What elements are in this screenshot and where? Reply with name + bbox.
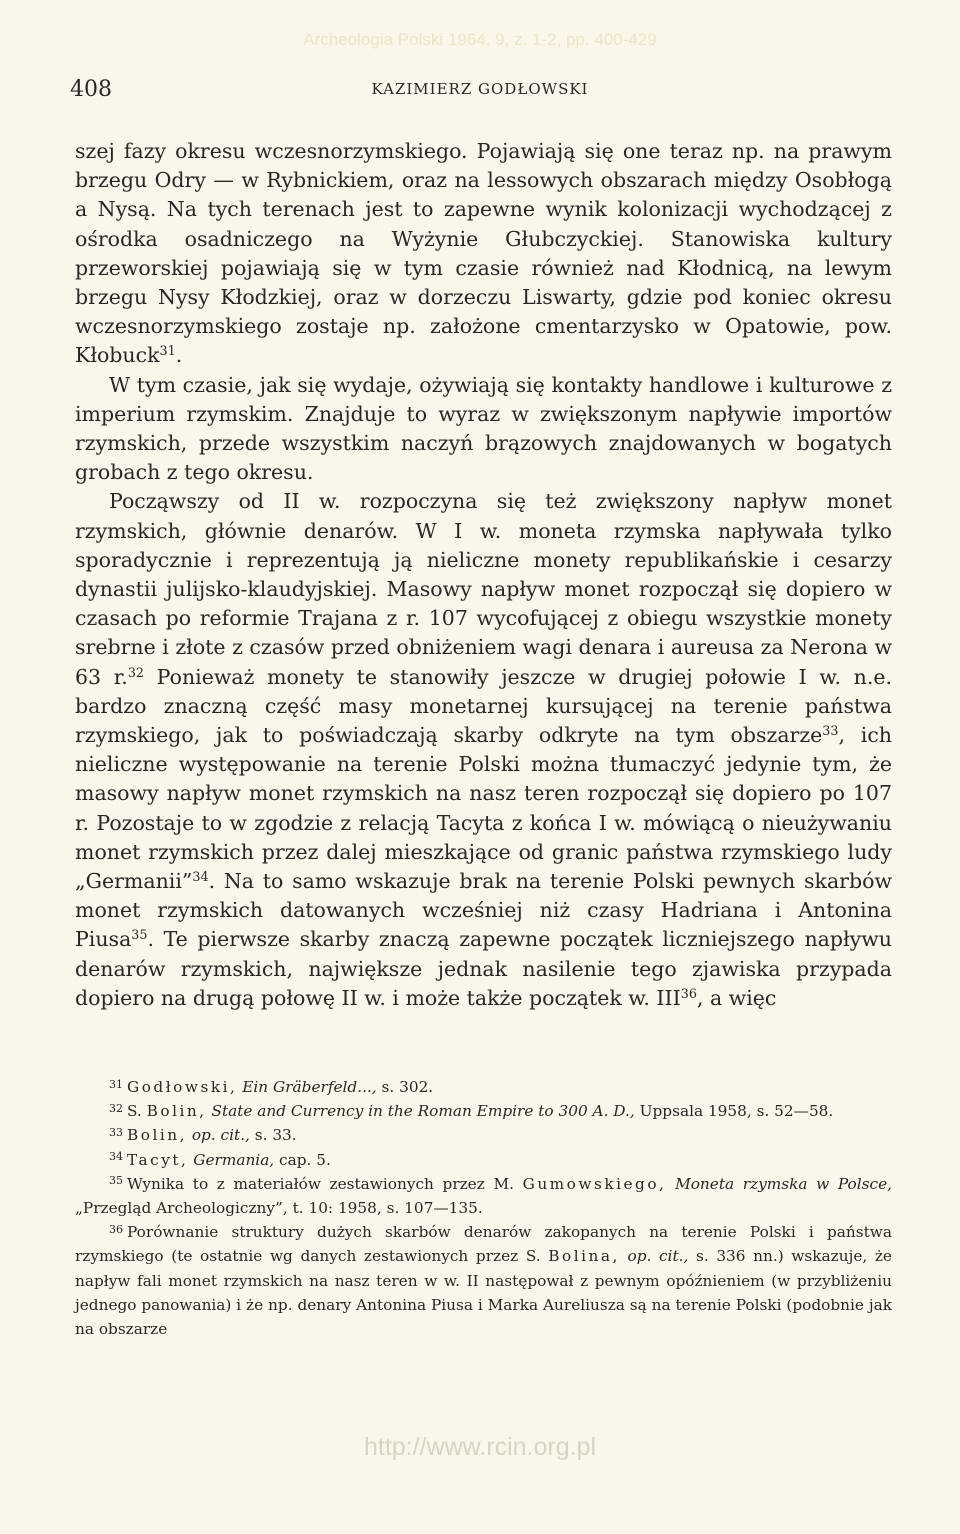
source-watermark: Archeologia Polski 1964, 9, z. 1-2, pp. 400-429 — [303, 30, 657, 49]
footnote-rest: s. 336 nn.) wskazuje, że napływ fali monet rzymskich na nasz teren w w. II następował z pewnym opóźnieniem (w przybliżeniu jednego panowania) i że np. denary Antonina Piusa i Marka Aureliusza są na terenie Polski (podobnie jak na obszarze — [75, 1247, 892, 1339]
footnote-title: op. cit., — [627, 1247, 689, 1266]
footnote-rest: Uppsala 1958, s. 52—58. — [634, 1102, 834, 1121]
footnote-title: State and Currency in the Roman Empire to 300 A. D., — [211, 1102, 635, 1121]
paragraph-3 — [75, 487, 892, 1013]
footnote-rest: „Przegląd Archeologiczny”, t. 10: 1958, s. 107—135. — [75, 1199, 483, 1218]
footnote-author: Bolin, — [127, 1126, 187, 1145]
footnote-author: Tacyt, — [127, 1150, 189, 1169]
footnote-title: Germania, — [193, 1150, 275, 1169]
footnote-number: 36 — [109, 1222, 123, 1236]
text-run: . — [175, 343, 183, 368]
footnote-ref-34: 34 — [192, 869, 209, 885]
paragraph-1 — [75, 137, 892, 371]
footnote-ref-36: 36 — [680, 985, 697, 1001]
footnote-author: Godłowski, — [127, 1078, 238, 1096]
footnote-pre: Wynika to z materiałów zestawionych przez M. — [127, 1174, 523, 1193]
url-watermark: http://www.rcin.org.pl — [363, 1433, 597, 1461]
footnote-number: 34 — [109, 1150, 123, 1164]
footnote-35 — [75, 1172, 892, 1220]
page-number: 408 — [70, 77, 112, 102]
footnote-ref-33: 33 — [822, 723, 839, 739]
footnote-32 — [75, 1099, 892, 1123]
text-run: Począwszy od II w. rozpoczyna się też zwiększony napływ monet rzymskich, głównie denarów. W I w. moneta rzymska napływała tylko sporadycznie i reprezentują ją nieliczne monety republikańskie i cesarzy dynastii julijsko-klaudyjskiej. Masowy napływ monet rozpoczął się dopiero w czasach po reformie Trajana z r. 107 wycofującej z obiegu wszystkie monety srebrne i złote z czasów przed obniżeniem wagi denara i aureusa za Nerona w 63 r. — [75, 489, 892, 689]
footnote-author: Gumowskiego, — [522, 1174, 667, 1193]
footnote-number: 31 — [109, 1077, 123, 1091]
text-run: . Na to samo wskazuje brak na terenie Polski pewnych skarbów monet rzymskich datowanych wcześniej niż czasy Hadriana i Antonina Piusa — [75, 869, 892, 952]
page-header — [70, 77, 890, 107]
footnote-rest: s. 33. — [249, 1126, 297, 1145]
footnote-rest: cap. 5. — [274, 1150, 331, 1169]
footnote-36 — [75, 1220, 892, 1341]
footnote-ref-31: 31 — [159, 343, 176, 359]
text-run: szej fazy okresu wczesnorzymskiego. Pojawiają się one teraz np. na prawym brzegu Odry — w Rybnickiem, oraz na lessowych obszarach między Osobłogą a Nysą. Na tych terenach jest to zapewne wynik kolonizacji wychodzącej z ośrodka osadniczego na Wyżynie Głubczyckiej. Stanowiska kultury przeworskiej pojawiają się w tym czasie również nad Kłodnicą, na lewym brzegu Nysy Kłodzkiej, oraz w dorzeczu Liswarty, gdzie pod koniec okresu wczesnorzymskiego zostaje np. założone cmentarzysko w Opatowie, pow. Kłobuck — [75, 139, 892, 368]
footnote-33 — [75, 1123, 892, 1147]
footnote-title: Ein Gräberfeld..., — [242, 1078, 377, 1096]
footnote-ref-32: 32 — [127, 664, 144, 680]
footnote-pre: Porównanie struktury dużych skarbów denarów zakopanych na terenie Polski i państwa rzymskiego (te ostatnie wg danych zestawionych przez S. — [75, 1223, 892, 1266]
footnote-pre: S. — [127, 1102, 147, 1121]
text-run: , ich nieliczne występowanie na terenie Polski można tłumaczyć jedynie tym, że masowy napływ monet rzymskich na nasz teren rozpoczął się dopiero po 107 r. Pozostaje to w zgodzie z relacją Tacyta z końca I w. mówiącą o nieużywaniu monet rzymskich przez dalej mieszkające od granic państwa rzymskiego ludy „Germanii” — [75, 723, 893, 894]
paragraph-2: W tym czasie, jak się wydaje, ożywiają się kontakty handlowe i kulturowe z imperium rzymskim. Znajduje to wyraz w zwiększonym napływie importów rzymskich, przede wszystkim naczyń brązowych znajdowanych w bogatych grobach z tego okresu. — [75, 372, 892, 485]
footnote-31 — [75, 1075, 892, 1099]
footnotes — [75, 1075, 892, 1341]
text-run: . Te pierwsze skarby znaczą zapewne początek liczniejszego napływu denarów rzymskich, największe jednak nasilenie tego zjawiska przypada dopiero na drugą połowę II w. i może także początek w. III — [75, 927, 892, 1010]
footnote-ref-35: 35 — [131, 927, 148, 943]
body-text — [75, 137, 892, 1013]
footnote-number: 33 — [109, 1126, 123, 1139]
footnote-author: Bolina, — [548, 1247, 620, 1266]
footnote-author: Bolin, — [146, 1102, 207, 1121]
footnote-number: 32 — [109, 1101, 123, 1115]
footnote-number: 35 — [109, 1174, 123, 1188]
footnote-title: Moneta rzymska w Polsce, — [675, 1174, 892, 1193]
running-head: KAZIMIERZ GODŁOWSKI — [371, 80, 589, 98]
footnote-rest: s. 302. — [376, 1078, 434, 1096]
footnote-title: op. cit., — [191, 1126, 250, 1145]
text-run: Ponieważ monety te stanowiły jeszcze w drugiej połowie I w. n.e. bardzo znaczną część masy monetarnej kursującej na terenie państwa rzymskiego, jak to poświadczają skarby odkryte na tym obszarze — [75, 664, 892, 748]
text-run: , a więc — [696, 985, 777, 1010]
footnote-34 — [75, 1148, 892, 1172]
